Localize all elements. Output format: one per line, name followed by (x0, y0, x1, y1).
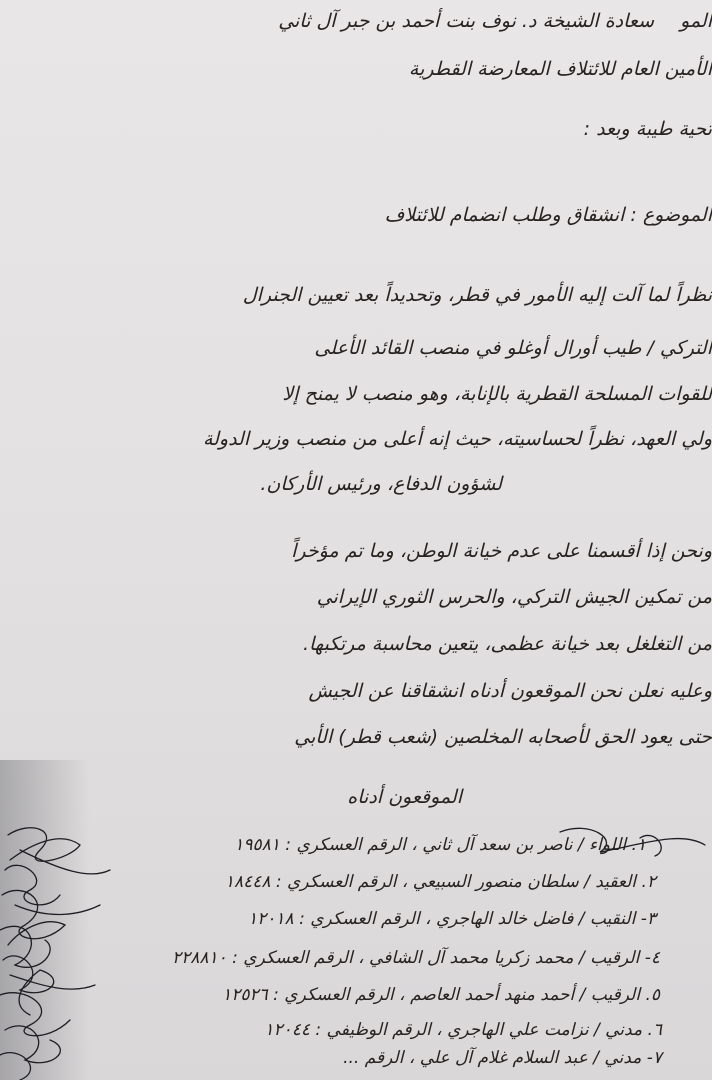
body-line: حتى يعود الحق لأصحابه المخلصين (شعب قطر) الأبي (294, 726, 712, 748)
signatory-text: اللواء / ناصر بن سعد آل ثاني ، الرقم العسكري : ١٩٥٨١ (234, 835, 627, 855)
signatory-item (343, 1048, 662, 1068)
body-line: من التغلغل بعد خيانة عظمى، يتعين محاسبة مرتكبها. (303, 633, 712, 655)
signatory-item (172, 948, 660, 968)
body-line: لشؤون الدفاع، ورئيس الأركان. (260, 473, 502, 495)
signatory-text: العقيد / سلطان منصور السبيعي ، الرقم العسكري : ١٨٤٤٨ (224, 872, 637, 892)
signatory-number: ٣- (640, 909, 656, 929)
signatory-number: ٤- (644, 948, 660, 968)
header-fragment: المو (680, 10, 712, 32)
signatory-number: ٢. (641, 872, 656, 892)
signatory-text: الرقيب / محمد زكريا محمد آل الشافي ، الرقم العسكري : ٢٢٨٨١٠ (171, 948, 640, 968)
addressee-line: سعادة الشيخة د. نوف بنت أحمد بن جبر آل ثاني (278, 10, 654, 32)
signatories-heading: الموقعون أدناه (347, 786, 462, 808)
signatory-item (264, 1020, 662, 1040)
signatory-text: مدني / عبد السلام غلام آل علي ، الرقم ... (343, 1048, 642, 1068)
signatory-number: ٧- (646, 1048, 662, 1068)
body-line: من تمكين الجيش التركي، والحرس الثوري الإيراني (316, 586, 712, 608)
signatory-text: الرقيب / أحمد منهد أحمد العاصم ، الرقم العسكري : ١٢٥٢٦ (222, 985, 641, 1005)
page-shadow (0, 760, 90, 1080)
addressee-title: الأمين العام للائتلاف المعارضة القطرية (408, 58, 712, 80)
subject-line: الموضوع : انشقاق وطلب انضمام للائتلاف (384, 204, 712, 226)
signatory-text: النقيب / فاضل خالد الهاجري ، الرقم العسكري : ١٢٠١٨ (248, 909, 636, 929)
body-line: للقوات المسلحة القطرية بالإنابة، وهو منصب لا يمنح إلا (282, 383, 712, 405)
body-line: نظراً لما آلت إليه الأمور في قطر، وتحديداً بعد تعيين الجنرال (242, 284, 712, 306)
signatory-text: مدني / نزامت علي الهاجري ، الرقم الوظيفي : ١٢٠٤٤ (264, 1020, 643, 1040)
body-line: التركي / طيب أورال أوغلو في منصب القائد الأعلى (314, 337, 712, 359)
body-line: ولي العهد، نظراً لحساسيته، حيث إنه أعلى من منصب وزير الدولة (202, 428, 712, 450)
signatory-item (248, 909, 656, 929)
signatory-item (225, 872, 656, 892)
signatory-number: ٥. (645, 985, 660, 1005)
signatory-item (222, 985, 660, 1005)
signatory-number: ٦. (647, 1020, 662, 1040)
body-line: وعليه نعلن نحن الموقعون أدناه انشقاقنا عن الجيش (308, 680, 712, 702)
greeting: تحية طيبة وبعد : (583, 118, 712, 140)
body-line: ونحن إذا أقسمنا على عدم خيانة الوطن، وما تم مؤخراً (291, 540, 712, 562)
signatory-number: ١. (631, 835, 646, 855)
signatory-item (234, 835, 646, 855)
